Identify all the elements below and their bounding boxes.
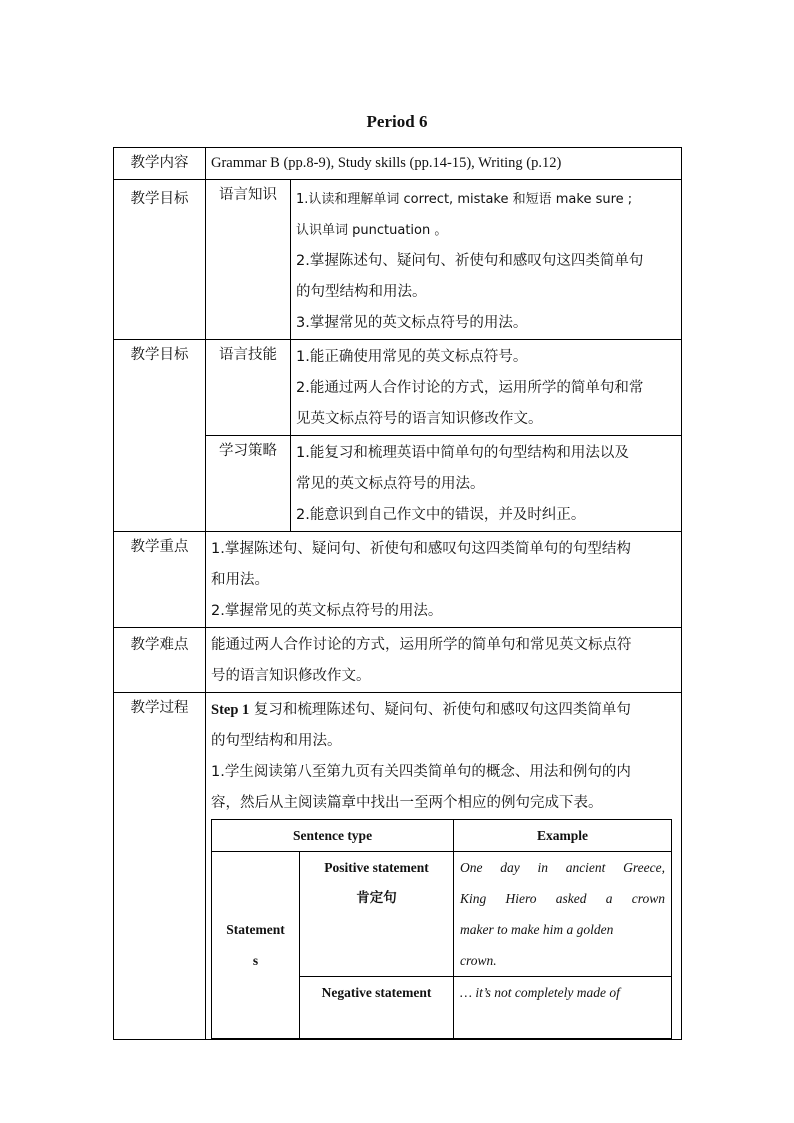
objectives-skills-row <box>114 340 682 436</box>
objectives-knowledge-row <box>114 180 682 340</box>
strategy-content <box>291 436 682 532</box>
inner-header-row <box>212 820 672 852</box>
positive-row <box>212 852 672 977</box>
keypoints-line: 和用法。 <box>211 572 269 588</box>
strategy-label: 学习策略 <box>206 436 291 532</box>
difficulties-content <box>206 628 682 693</box>
skills-label: 语言技能 <box>206 340 291 436</box>
positive-example <box>454 852 672 977</box>
difficulties-line: 能通过两人合作讨论的方式，运用所学的简单句和常见英文标点符 <box>211 637 632 653</box>
knowledge-line: 3.掌握常见的英文标点符号的用法。 <box>296 315 528 331</box>
negative-example: … it’s not completely made of <box>454 977 672 1039</box>
knowledge-label: 语言知识 <box>206 180 291 340</box>
statements-label-line2: s <box>252 953 259 968</box>
knowledge-line: 1.认读和理解单词 correct, mistake 和短语 make sure ; <box>296 192 633 207</box>
statements-label <box>212 852 300 1039</box>
keypoints-line: 1.掌握陈述句、疑问句、祈使句和感叹句这四类简单句的句型结构 <box>211 541 631 557</box>
process-content <box>206 693 682 1040</box>
knowledge-line: 2.掌握陈述句、疑问句、祈使句和感叹句这四类简单句 <box>296 253 644 269</box>
difficulties-label: 教学难点 <box>114 628 206 693</box>
keypoints-line: 2.掌握常见的英文标点符号的用法。 <box>211 603 443 619</box>
keypoints-label: 教学重点 <box>114 532 206 628</box>
process-row <box>114 693 682 1040</box>
step-line-2: 的句型结构和用法。 <box>211 733 342 749</box>
positive-cn-label: 肯定句 <box>356 890 397 906</box>
strategy-line: 1.能复习和梳理英语中简单句的句型结构和用法以及 <box>296 445 629 461</box>
positive-example-line: King Hiero asked a crown <box>460 891 666 906</box>
strategy-line: 常见的英文标点符号的用法。 <box>296 476 485 492</box>
instruction-line-2: 容，然后从主阅读篇章中找出一至两个相应的例句完成下表。 <box>211 795 603 811</box>
knowledge-line: 认识单词 punctuation 。 <box>296 223 448 238</box>
content-label: 教学内容 <box>114 148 206 180</box>
difficulties-line: 号的语言知识修改作文。 <box>211 668 371 684</box>
objectives-label-1: 教学目标 <box>114 180 206 340</box>
positive-example-line: crown. <box>460 953 497 968</box>
process-label: 教学过程 <box>114 693 206 1040</box>
header-example: Example <box>454 820 672 852</box>
difficulties-row <box>114 628 682 693</box>
positive-example-line: One day in ancient Greece, <box>460 860 666 875</box>
keypoints-content <box>206 532 682 628</box>
skills-line: 1.能正确使用常见的英文标点符号。 <box>296 349 528 365</box>
knowledge-content <box>291 180 682 340</box>
positive-example-line: maker to make him a golden <box>460 922 614 937</box>
skills-line: 见英文标点符号的语言知识修改作文。 <box>296 411 543 427</box>
skills-content <box>291 340 682 436</box>
statements-label-line1: Statement <box>226 922 285 937</box>
skills-line: 2.能通过两人合作讨论的方式，运用所学的简单句和常 <box>296 380 644 396</box>
instruction-line-1: 1.学生阅读第八至第九页有关四类简单句的概念、用法和例句的内 <box>211 764 631 780</box>
step-title: Step 1 <box>211 702 250 718</box>
page-title: Period 6 <box>366 112 428 131</box>
keypoints-row <box>114 532 682 628</box>
lesson-plan-table <box>113 147 682 1040</box>
content-row <box>114 148 682 180</box>
step-text: 复习和梳理陈述句、疑问句、祈使句和感叹句这四类简单句 <box>249 702 631 718</box>
positive-label: Positive statement <box>324 860 429 875</box>
header-sentence-type: Sentence type <box>212 820 454 852</box>
strategy-line: 2.能意识到自己作文中的错误，并及时纠正。 <box>296 507 586 523</box>
objectives-label-2: 教学目标 <box>114 340 206 532</box>
step-line-1 <box>211 695 676 726</box>
content-text: Grammar B (pp.8-9), Study skills (pp.14-15), Writing (p.12) <box>206 148 682 180</box>
negative-label: Negative statement <box>300 977 454 1039</box>
knowledge-line: 的句型结构和用法。 <box>296 284 427 300</box>
sentence-type-table <box>211 819 672 1039</box>
positive-label-cell <box>300 852 454 977</box>
